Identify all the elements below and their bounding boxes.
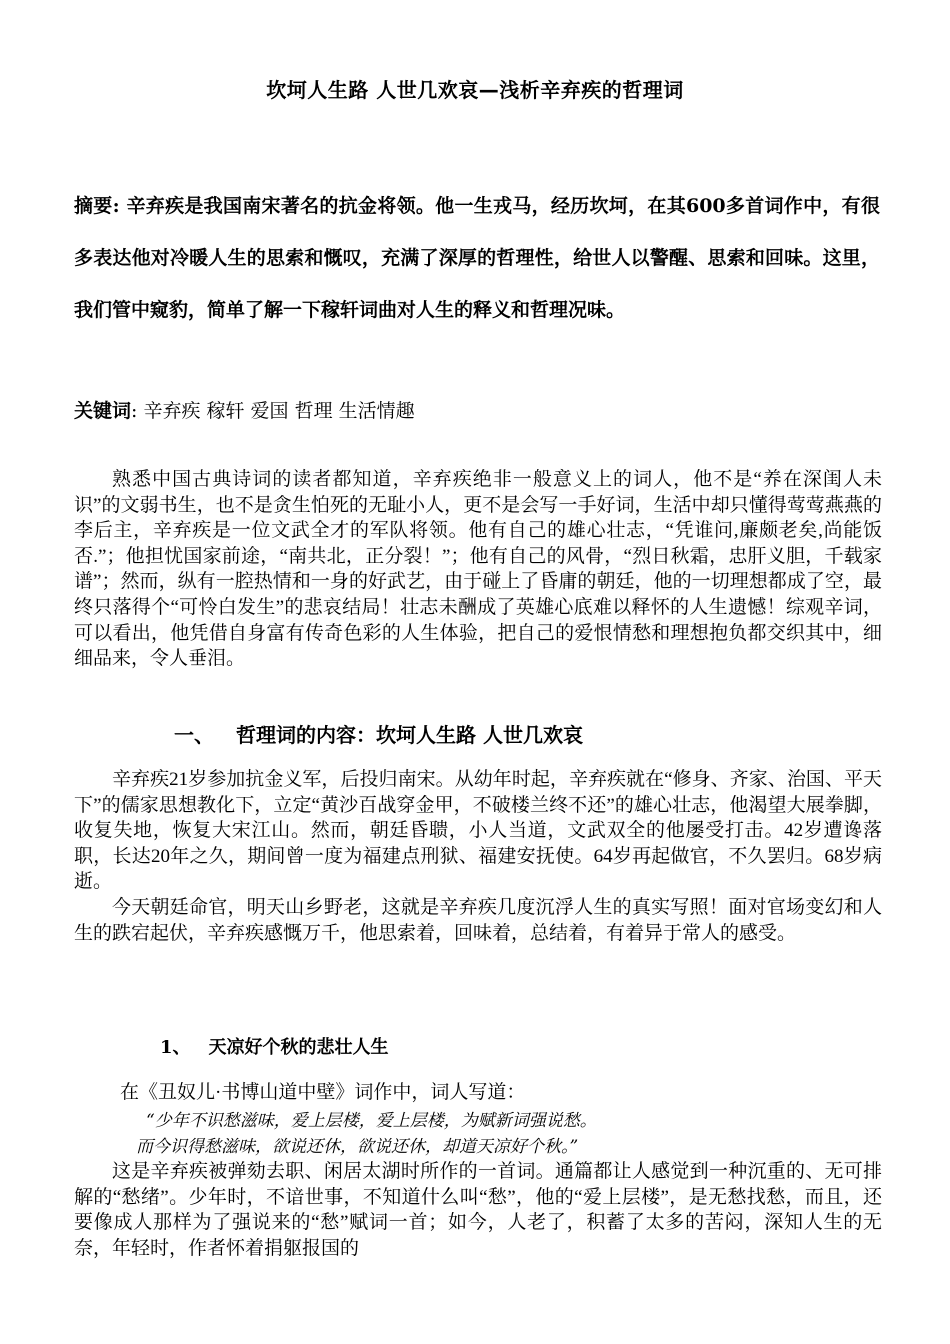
abstract-separator: : (112, 195, 127, 217)
abstract-label: 摘要 (74, 195, 113, 217)
body-section-intro (74, 467, 882, 672)
subsection-title: 天凉好个秋的悲壮人生 (208, 1037, 389, 1058)
subsection-number: 1、 (160, 1037, 191, 1058)
poem-line-1: “少年不识愁滋味，爱上层楼，爱上层楼，为赋新词强说愁。 (146, 1111, 597, 1131)
abstract-text: 辛弃疾是我国南宋著名的抗金将领。他一生戎马，经历坎坷，在其600多首词作中，有很多表达他对冷暖人生的思索和慨叹，充满了深厚的哲理性，给世人以警醒、思索和回味。这里，我们管中窥豹，简单了解一下稼轩词曲对人生的释义和哲理况味。 (74, 195, 880, 321)
subsection-heading (160, 1033, 389, 1059)
paragraph-intro: 熟悉中国古典诗词的读者都知道，辛弃疾绝非一般意义上的词人，他不是“养在深闺人未识”的文弱书生，也不是贪生怕死的无耻小人，更不是会写一手好词，生活中却只懂得莺莺燕燕的李后主，辛弃疾是一位文武全才的军队将领。他有自己的雄心壮志，“凭谁问,廉颇老矣,尚能饭否.”；他担忧国家前途，“南共北，正分裂！”；他有自己的风骨，“烈日秋霜，忠肝义胆，千载家谱”；然而，纵有一腔热情和一身的好武艺，由于碰上了昏庸的朝廷，他的一切理想都成了空，最终只落得个“可怜白发生”的悲哀结局！壮志未酬成了英雄心底难以释怀的人生遗憾！综观辛词，可以看出，他凭借自身富有传奇色彩的人生体验，把自己的爱恨情愁和理想抱负都交织其中，细细品来，令人垂泪。 (74, 469, 882, 670)
document-title: 坎坷人生路 人世几欢哀—浅析辛弃疾的哲理词 (266, 78, 684, 102)
paragraph-analysis: 这是辛弃疾被弹劾去职、闲居太湖时所作的一首词。通篇都让人感觉到一种沉重的、无可排解的“愁绪”。少年时，不谙世事，不知道什么叫“愁”，他的“爱上层楼”，是无愁找愁，而且，还要像成人那样为了强说来的“愁”赋词一首；如今，人老了，积蓄了太多的苦闷，深知人生的无奈，年轻时，作者怀着捐躯报国的 (74, 1161, 882, 1259)
paragraph-biography: 辛弃疾21岁参加抗金义军，后投归南宋。从幼年时起，辛弃疾就在“修身、齐家、治国、平天下”的儒家思想教化下，立定“黄沙百战穿金甲，不破楼兰终不还”的雄心壮志，他渴望大展拳脚，收复失地，恢复大宋江山。然而，朝廷昏聩，小人当道，文武双全的他屡受打击。42岁遭谗落职，长达20年之久，期间曾一度为福建点刑狱、福建安抚使。64岁再起做官，不久罢归。68岁病逝。 (74, 769, 882, 893)
abstract (74, 180, 880, 336)
body-section-analysis (74, 1159, 882, 1261)
poem-intro: 在《丑奴儿·书博山道中壁》词作中，词人写道： (120, 1082, 526, 1103)
section-title: 哲理词的内容：坎坷人生路 人世几欢哀 (236, 723, 583, 747)
section-number: 一、 (174, 723, 214, 747)
section-heading (174, 719, 583, 748)
keywords (74, 396, 880, 423)
poem-line-2: 而今识得愁滋味，欲说还休，欲说还休，却道天凉好个秋。” (136, 1137, 579, 1157)
keywords-text: 辛弃疾 稼轩 爱国 哲理 生活情趣 (143, 400, 415, 422)
body-section-one (74, 767, 882, 946)
paragraph-reflection: 今天朝廷命官，明天山乡野老，这就是辛弃疾几度沉浮人生的真实写照！面对官场变幻和人生的跌宕起伏，辛弃疾感慨万千，他思索着，回味着，总结着，有着异于常人的感受。 (74, 896, 882, 944)
keywords-separator: : (131, 400, 144, 422)
keywords-label: 关键词 (74, 400, 132, 422)
